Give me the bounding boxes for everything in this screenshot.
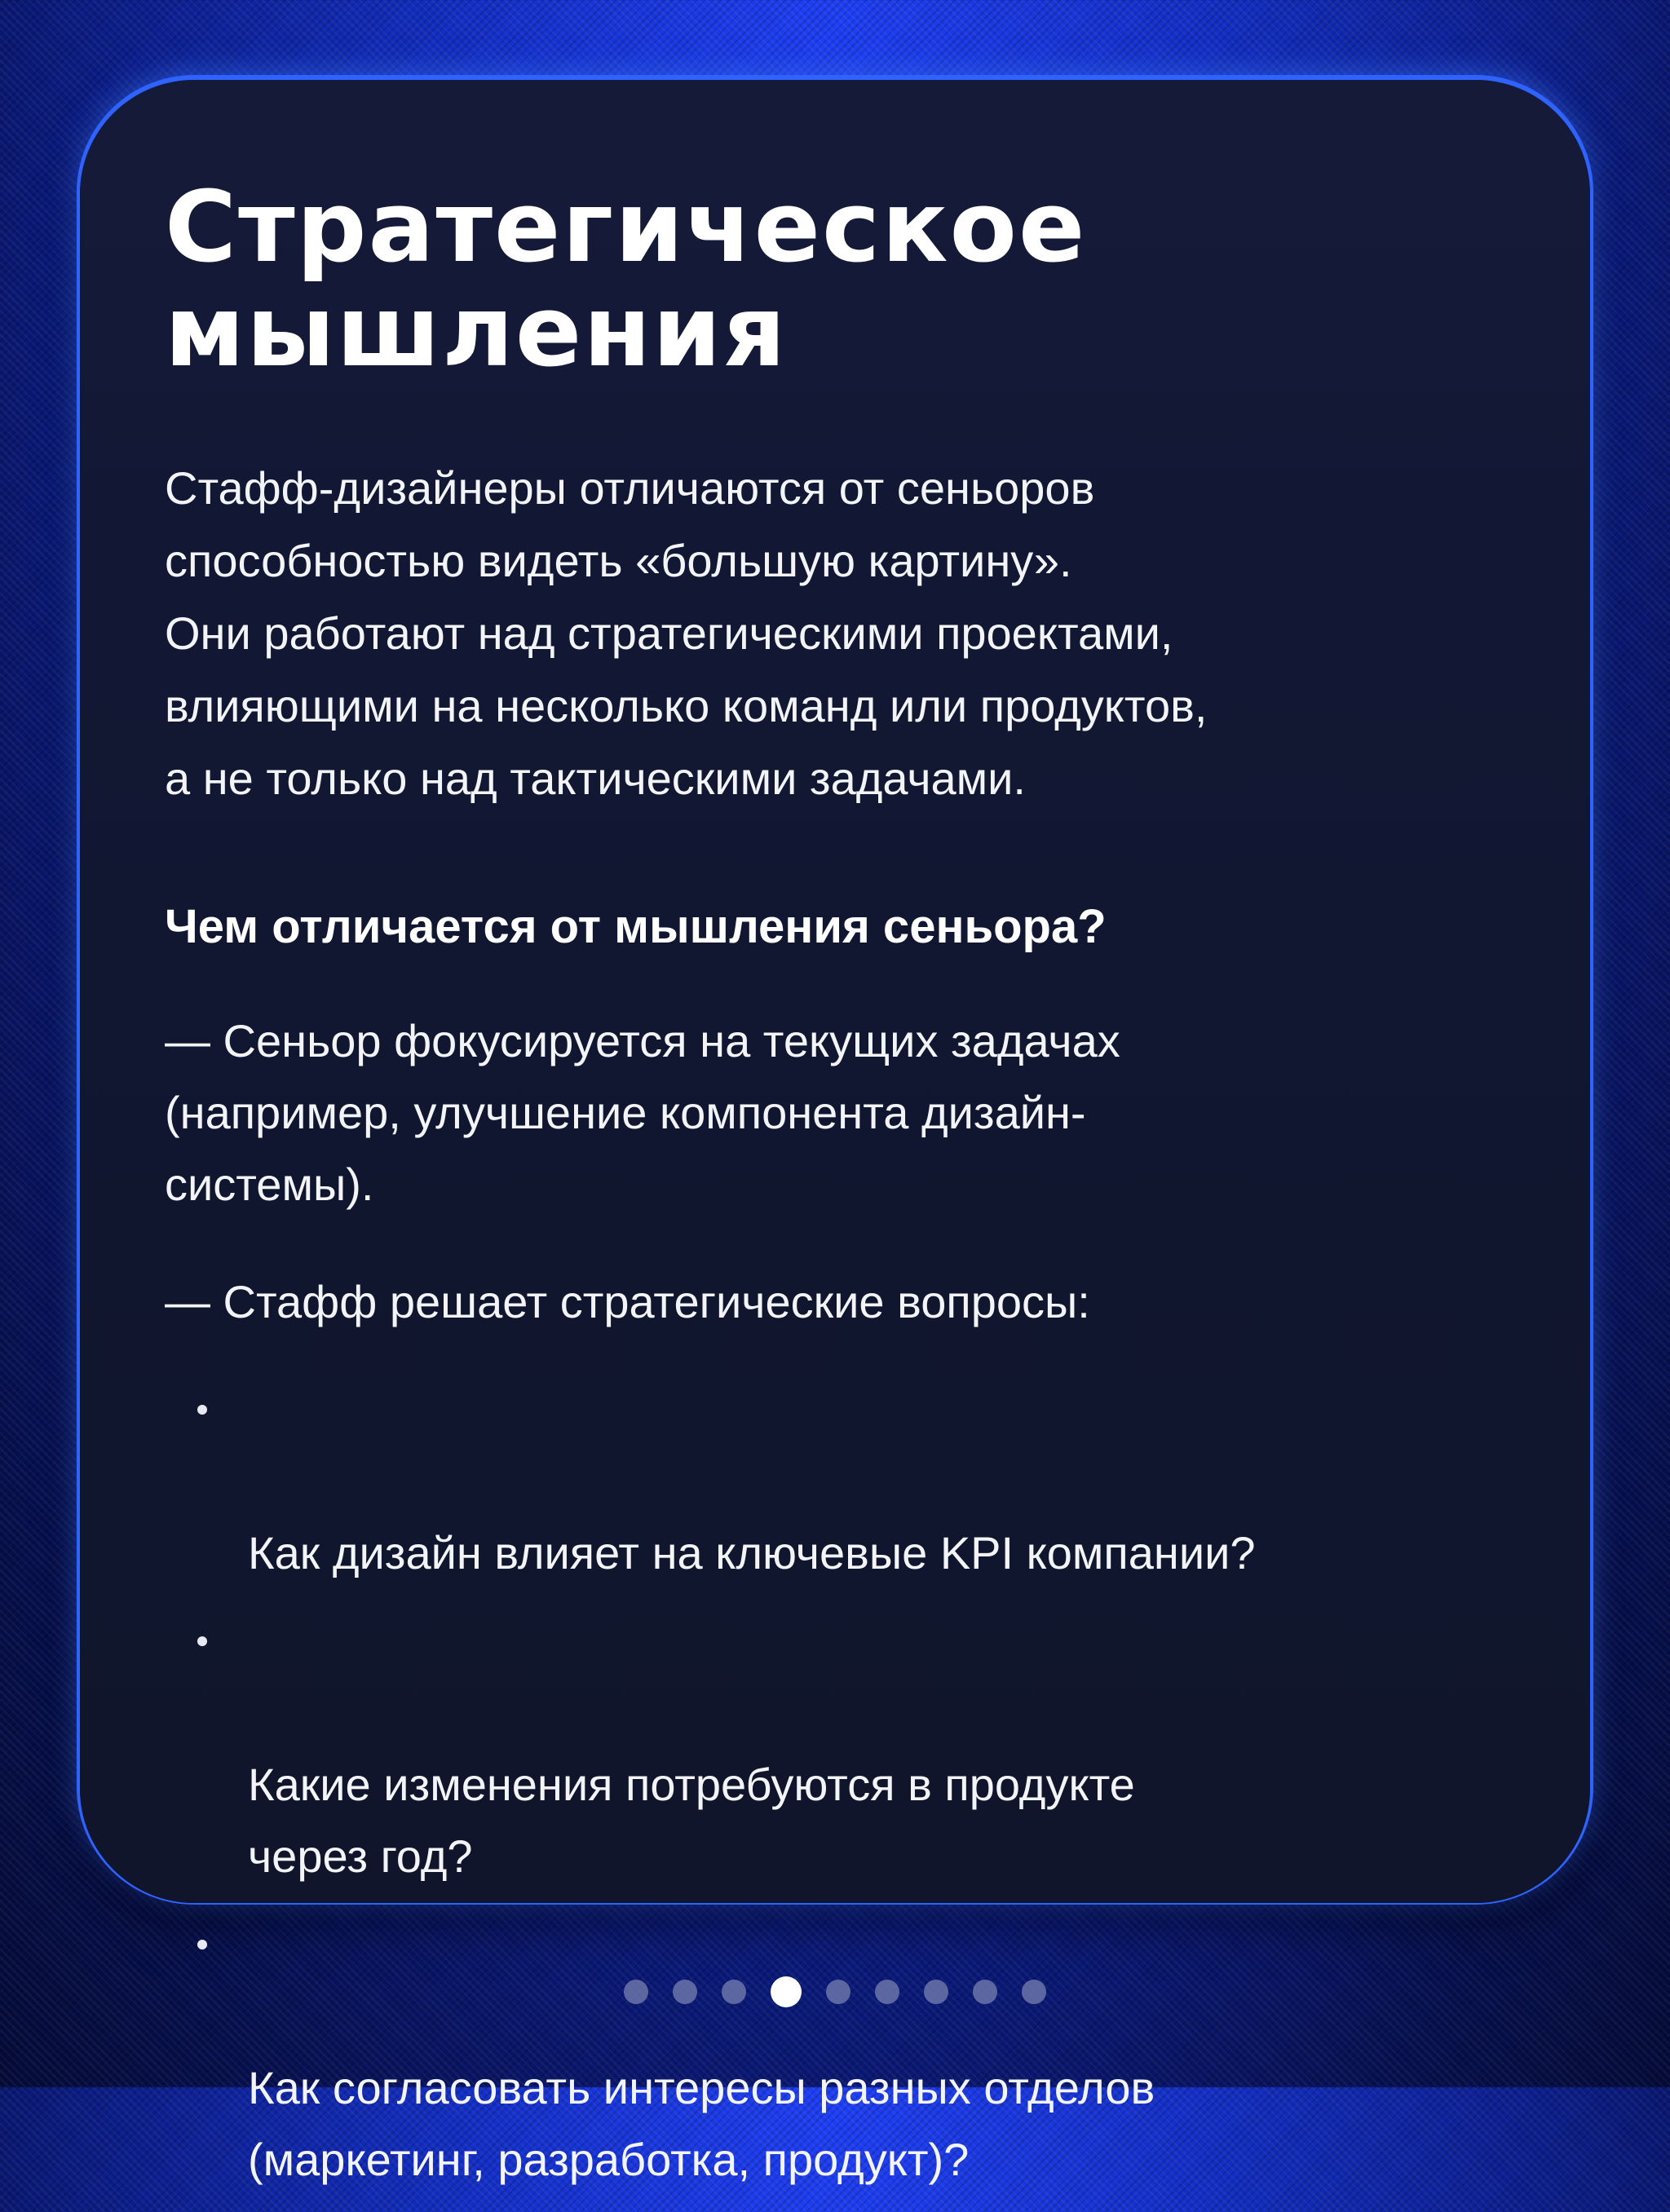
pagination-dot[interactable] [624, 1980, 648, 2004]
staff-point: — Стафф решает стратегические вопросы: [165, 1276, 1090, 1327]
bullet-icon [197, 1636, 207, 1646]
pagination-dot[interactable] [722, 1980, 746, 2004]
pagination-dot[interactable] [924, 1980, 948, 2004]
pagination-dot-active[interactable] [771, 1976, 802, 2007]
list-item-text: Как согласовать интересы разных отделов (маркетинг, разработка, продукт)? [248, 2062, 1155, 2185]
intro-paragraph: Стафф-дизайнеры отличаются от сеньоров способностью видеть «большую картину». Они работают над стратегическими проектами, влияющими на несколько команд или продуктов, а не только над тактическими задачами. [165, 462, 1208, 804]
bullet-icon [197, 1940, 207, 1949]
content-card [80, 80, 1590, 2185]
list-item [165, 1605, 1535, 1892]
pagination-dot[interactable] [973, 1980, 997, 2004]
card-content [165, 171, 1535, 2212]
list-item [165, 1909, 1535, 2196]
questions-list [165, 1374, 1535, 2196]
senior-point: — Сеньор фокусируется на текущих задачах (например, улучшение компонента дизайн- системы). [165, 1015, 1120, 1210]
section-subheading: Чем отличается от мышления сеньора? [165, 900, 1107, 953]
pagination-dot[interactable] [875, 1980, 899, 2004]
list-item-text: Как дизайн влияет на ключевые KPI компании? [248, 1527, 1256, 1578]
pagination-dot[interactable] [673, 1980, 697, 2004]
slide-title: Стратегическое мышления [165, 171, 1087, 389]
bullet-icon [197, 1405, 207, 1415]
list-item-text: Какие изменения потребуются в продукте через год? [248, 1759, 1135, 1882]
pagination-dots [0, 1976, 1670, 2008]
list-item [165, 1374, 1535, 1589]
pagination-dot[interactable] [826, 1980, 850, 2004]
pagination-dot[interactable] [1022, 1980, 1046, 2004]
